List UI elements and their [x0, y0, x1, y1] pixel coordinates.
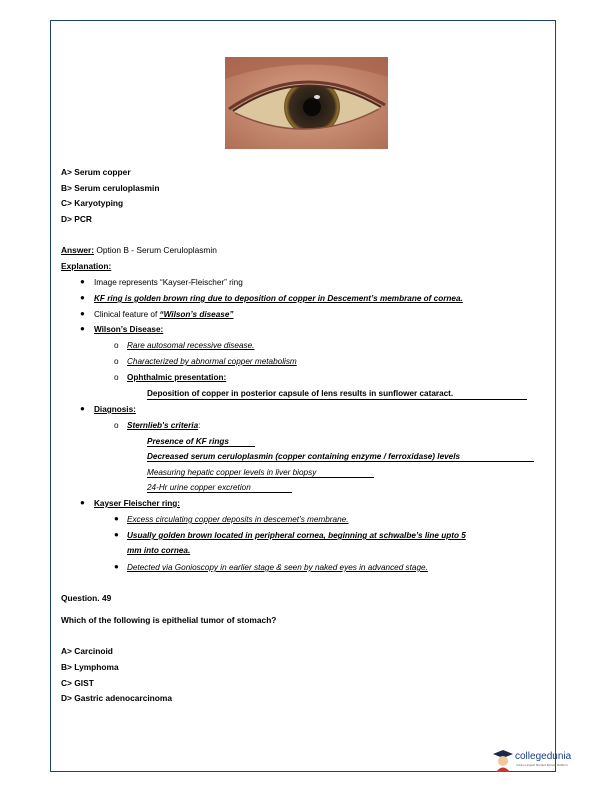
sunflower-cataract-point: Deposition of copper in posterior capsule of lens results in sunflower cataract. — [147, 389, 454, 398]
option-d: D> Gastric adenocarcinoma — [61, 693, 173, 703]
underline — [147, 492, 292, 493]
bullet-dot: ● — [80, 277, 85, 286]
diagnosis-heading: Diagnosis: — [94, 405, 136, 414]
bullet-dot: ● — [80, 324, 85, 333]
bullet-dot: ● — [114, 530, 119, 539]
bullet-dot: ● — [80, 404, 85, 413]
criteria-3: Measuring hepatic copper levels in liver biopsy — [147, 468, 317, 477]
criteria-2: Decreased serum ceruloplasmin (copper containing enzyme / ferroxidase) levels — [147, 452, 461, 461]
collegedunia-logo — [492, 748, 582, 776]
explanation-point-1: Image represents “Kayser-Fleischer” ring — [94, 278, 243, 287]
wilsons-point-1: Rare autosomal recessive disease. — [127, 341, 255, 350]
answer-text: Option B - Serum Ceruloplasmin — [94, 245, 217, 255]
option-b: B> Lymphoma — [61, 662, 119, 672]
explanation-point-3 — [94, 309, 234, 320]
answer-line — [61, 245, 217, 256]
logo-text: collegedunia — [515, 751, 572, 762]
explanation-label: Explanation: — [61, 261, 112, 271]
kayser-fleischer-heading: Kayser Fleischer ring: — [94, 499, 181, 508]
kayser-fleischer-eye-image — [225, 57, 388, 149]
option-a: A> Carcinoid — [61, 646, 113, 656]
bullet-dot: ● — [80, 309, 85, 318]
criteria-4: 24-Hr urine copper excretion — [147, 483, 251, 492]
option-d: D> PCR — [61, 214, 92, 224]
explanation-point-2: KF ring is golden brown ring due to deposition of copper in Descement’s membrane of cornea. — [94, 294, 463, 303]
bullet-dot: ● — [114, 514, 119, 523]
circle-bullet: o — [114, 357, 119, 366]
circle-bullet: o — [114, 341, 119, 350]
logo-tagline: India's Largest Student Review Platform — [516, 764, 568, 767]
option-b: B> Serum ceruloplasmin — [61, 183, 160, 193]
underline — [147, 399, 527, 400]
sternlieb-criteria-heading — [127, 420, 200, 431]
wilsons-disease-heading: Wilson’s Disease: — [94, 325, 164, 334]
kf-point-1: Excess circulating copper deposits in descemet’s membrane. — [127, 515, 349, 524]
kf-point-2-line-1: Usually golden brown located in peripheral cornea, beginning at schwalbe’s line upto 5 — [127, 531, 466, 540]
question-number: Question. 49 — [61, 593, 112, 603]
criteria-1: Presence of KF rings — [147, 437, 229, 446]
question-text: Which of the following is epithelial tumor of stomach? — [61, 615, 277, 625]
bullet-dot: ● — [80, 498, 85, 507]
sternlieb-criteria-text: Sternlieb's criteria — [127, 421, 199, 430]
graduate-mascot-icon — [492, 748, 514, 772]
clinical-feature-text: Clinical feature of — [94, 310, 160, 319]
underline — [147, 477, 374, 478]
bullet-dot: ● — [80, 293, 85, 302]
wilsons-disease-emphasis: “Wilson’s disease” — [159, 310, 234, 319]
circle-bullet: o — [114, 373, 119, 382]
option-c: C> GIST — [61, 678, 94, 688]
wilsons-point-2: Characterized by abnormal copper metabolism — [127, 357, 297, 366]
colon: : — [198, 421, 201, 430]
ophthalmic-presentation-heading: Ophthalmic presentation: — [127, 373, 227, 382]
answer-label: Answer: — [61, 245, 95, 255]
bullet-dot: ● — [114, 562, 119, 571]
option-a: A> Serum copper — [61, 167, 131, 177]
option-c: C> Karyotyping — [61, 198, 124, 208]
kf-point-3: Detected via Gonioscopy in earlier stage & seen by naked eyes in advanced stage. — [127, 563, 428, 572]
underline — [147, 461, 534, 462]
underline — [147, 446, 255, 447]
kf-point-2-line-2: mm into cornea. — [127, 546, 191, 555]
circle-bullet: o — [114, 421, 119, 430]
